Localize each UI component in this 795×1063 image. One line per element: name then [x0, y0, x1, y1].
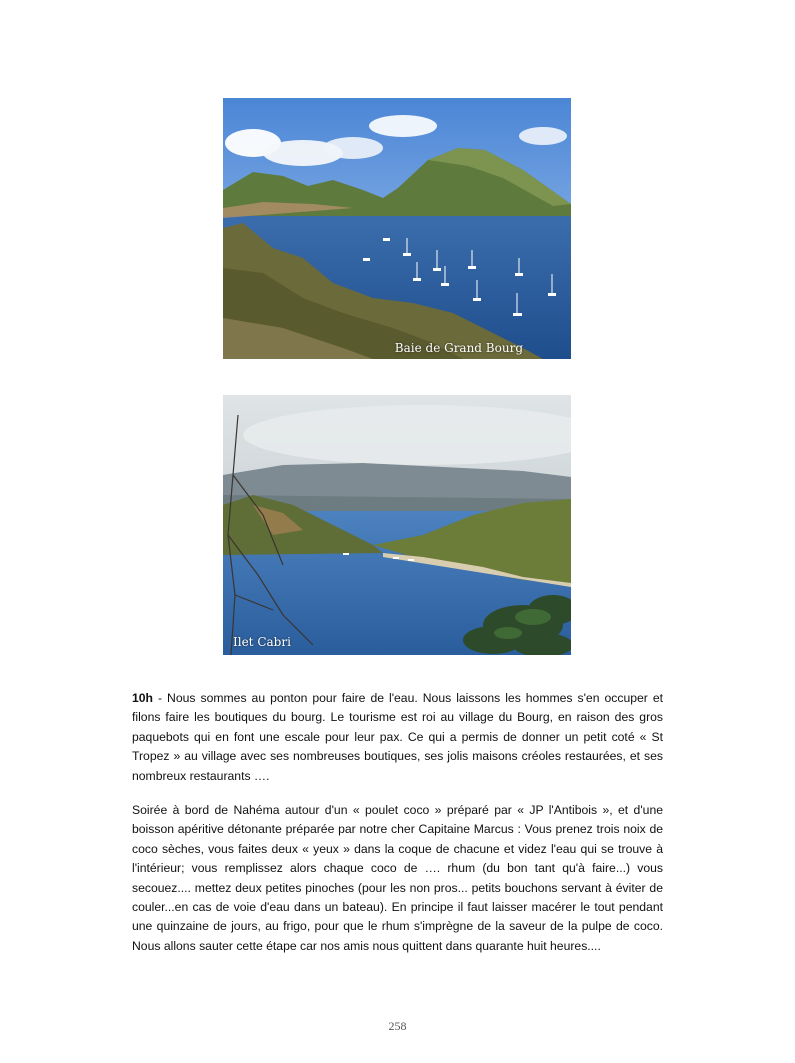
photo-caption: Ilet Cabri [233, 635, 291, 649]
paragraph-10h [132, 689, 663, 786]
page-number: 258 [388, 1019, 407, 1033]
paragraph-body: - Nous sommes au ponton pour faire de l'eau. Nous laissons les hommes s'en occuper et filons faire les boutiques du bourg. Le tourisme est roi au village du Bourg, en raison des gros paquebots qui en font une escale pour leur pax. Ce qui a permis de donner un petit coté « St Tropez » au village avec ses nombreuses boutiques, ses jolis maisons créoles restaurées, et ses nombreux restaurants …. [132, 691, 663, 783]
paragraph-lead-time: 10h [132, 691, 154, 705]
photo-caption: Baie de Grand Bourg [394, 341, 523, 355]
bay-landscape-image [223, 98, 571, 359]
paragraph-soiree: Soirée à bord de Nahéma autour d'un « poulet coco » préparé par « JP l'Antibois », et d'une boisson apéritive détonante préparée par notre cher Capitaine Marcus : Vous prenez trois noix de coco sèches, vous faites deux « yeux » dans la coque de chacune et videz l'eau qui se trouve à l'intérieur; vous remplissez alors chaque coco de …. rhum (du bon tant qu'à faire...) vous secouez.... mettez deux petites pinoches (pour les non pros... petits bouchons servant à éviter de couler...en cas de voie d'eau dans un bateau). En principe il faut laisser macérer le tout pendant une quinzaine de jours, au frigo, pour que le rhum s'imprègne de la saveur de la pulpe de coco. Nous allons sauter cette étape car nos amis nous quittent dans quarante huit heures.... [132, 803, 663, 953]
photo-baie-de-grand-bourg [223, 98, 571, 359]
island-landscape-image [223, 395, 571, 655]
photo-ilet-cabri [223, 395, 571, 655]
